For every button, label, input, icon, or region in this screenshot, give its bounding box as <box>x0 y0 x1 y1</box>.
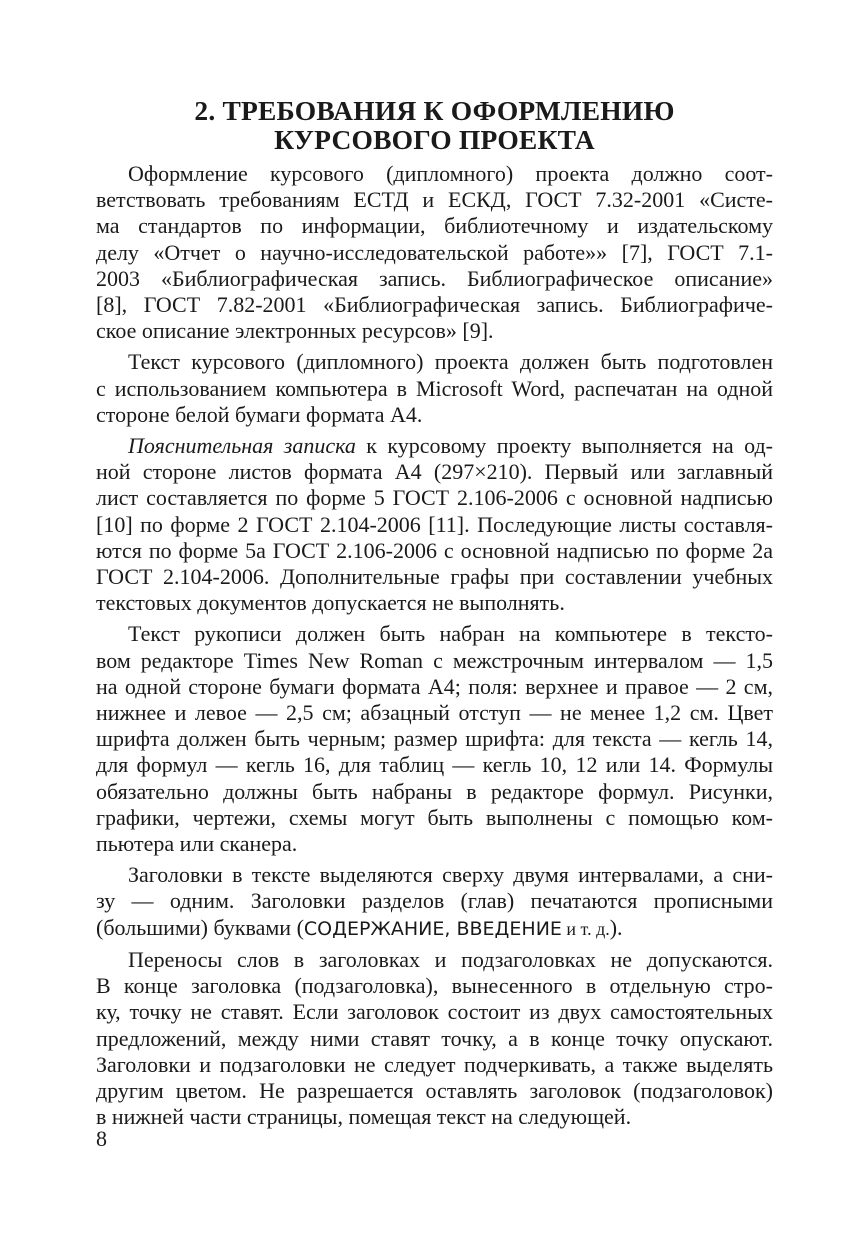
text-line: в нижней части страницы, помещая текст на следующей. <box>96 1104 632 1130</box>
text-fragment: к курсовому проекту выполняется на од- <box>355 433 773 459</box>
sans-caps-term: СОДЕРЖАНИЕ, ВВЕДЕНИЕ <box>303 917 562 940</box>
text-line: нижнее и левое — 2,5 см; абзацный отступ — не менее 1,2 см. Цвет <box>96 700 773 726</box>
paragraph-1 <box>96 161 773 344</box>
text-line: ГОСТ 2.104-2006. Дополнительные графы при составлении учебных <box>96 564 773 590</box>
text-line <box>96 915 773 942</box>
text-line: [10] по форме 2 ГОСТ 2.104-2006 [11]. Последующие листы составля- <box>96 511 773 537</box>
section-title-line-2: КУРСОВОГО ПРОЕКТА <box>274 124 595 155</box>
text-line: шрифта должен быть черным; размер шрифта: для текста — кегль 14, <box>96 726 773 752</box>
text-line: Переносы слов в заголовках и подзаголовках не допускаются. <box>128 946 773 972</box>
text-fragment: ). <box>609 914 623 940</box>
text-line: обязательно должны быть набраны в редакторе формул. Рисунки, <box>96 778 773 804</box>
text-line: Оформление курсового (дипломного) проекта должно соот- <box>128 161 773 186</box>
text-line: Заголовки и подзаголовки не следует подчеркивать, а также выделять <box>96 1051 773 1077</box>
text-line: для формул — кегль 16, для таблиц — кегль 10, 12 или 14. Формулы <box>96 752 773 778</box>
text-line: графики, чертежи, схемы могут быть выполнены с помощью ком- <box>96 804 773 830</box>
text-line: другим цветом. Не разрешается оставлять заголовок (подзаголовок) <box>96 1077 773 1103</box>
text-line: Текст курсового (дипломного) проекта должен быть подготовлен <box>128 349 773 375</box>
paragraph-4 <box>96 621 773 857</box>
text-line: на одной стороне бумаги формата А4; поля: верхнее и правое — 2 см, <box>96 673 773 699</box>
text-line: ма стандартов по информации, библиотечному и издательскому <box>96 213 773 239</box>
text-line: текстовых документов допускается не выполнять. <box>96 590 565 616</box>
text-fragment: и т. д. <box>561 918 610 939</box>
text-line: вом редакторе Times New Roman с межстрочным интервалом — 1,5 <box>96 647 773 673</box>
text-line: ское описание электронных ресурсов» [9]. <box>96 318 494 344</box>
text-line: ку, точку не ставят. Если заголовок состоит из двух самостоятельных <box>96 999 773 1025</box>
text-line: ются по форме 5а ГОСТ 2.106-2006 с основной надписью по форме 2а <box>96 537 773 563</box>
section-title-line-1: 2. ТРЕБОВАНИЯ К ОФОРМЛЕНИЮ <box>194 95 675 126</box>
paragraph-5 <box>96 862 773 942</box>
text-line: зу — одним. Заголовки разделов (глав) печатаются прописными <box>96 888 773 914</box>
text-fragment: (большими) буквами ( <box>96 914 304 940</box>
text-line: ной стороне листов формата А4 (297×210). Первый или заглавный <box>96 459 773 485</box>
text-line: с использованием компьютера в Microsoft Word, распечатан на одной <box>96 375 773 401</box>
document-page <box>96 96 773 1130</box>
text-line: [8], ГОСТ 7.82-2001 «Библиографическая запись. Библиографиче- <box>96 292 773 318</box>
text-line: предложений, между ними ставят точку, а в конце точку опускают. <box>96 1025 773 1051</box>
text-line: ветствовать требованиям ЕСТД и ЕСКД, ГОСТ 7.32-2001 «Систе- <box>96 187 773 213</box>
section-title <box>96 96 773 154</box>
italic-term: Пояснительная записка <box>128 433 356 459</box>
paragraph-6 <box>96 947 773 1130</box>
text-line <box>96 433 773 459</box>
text-line: стороне белой бумаги формата А4. <box>96 401 423 427</box>
text-line: делу «Отчет о научно-исследовательской работе»» [7], ГОСТ 7.1- <box>96 239 773 265</box>
text-line: лист составляется по форме 5 ГОСТ 2.106-2006 с основной надписью <box>96 485 773 511</box>
page-number: 8 <box>96 1126 107 1151</box>
text-line: пьютера или сканера. <box>96 831 298 857</box>
text-line: Текст рукописи должен быть набран на компьютере в тексто- <box>128 621 773 647</box>
paragraph-3 <box>96 433 773 616</box>
text-line: Заголовки в тексте выделяются сверху двумя интервалами, а сни- <box>128 862 773 888</box>
paragraph-2 <box>96 349 773 428</box>
text-line: В конце заголовка (подзаголовка), вынесенного в отдельную стро- <box>96 973 773 999</box>
text-line: 2003 «Библиографическая запись. Библиографическое описание» <box>96 265 773 291</box>
